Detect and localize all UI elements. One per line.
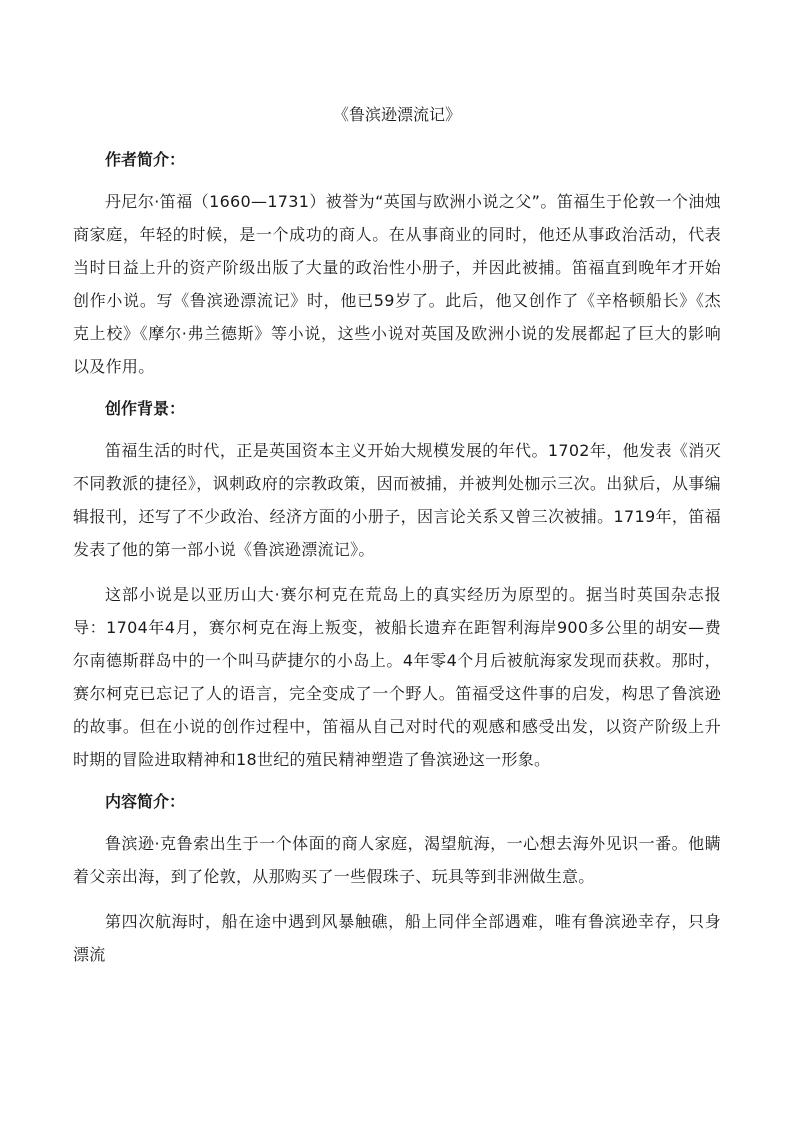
section-author bbox=[73, 146, 721, 383]
section-heading: 创作背景： bbox=[105, 399, 186, 418]
document-body bbox=[73, 146, 721, 983]
section-heading: 作者简介： bbox=[105, 150, 186, 169]
paragraph: 第四次航海时，船在途中遇到风暴触礁，船上同伴全部遇难，唯有鲁滨逊幸存，只身漂流 bbox=[73, 912, 721, 964]
paragraph: 鲁滨逊·克鲁索出生于一个体面的商人家庭，渴望航海，一心想去海外见识一番。他瞒着父亲出海，到了伦敦，从那购买了一些假珠子、玩具等到非洲做生意。 bbox=[73, 834, 721, 886]
section-summary bbox=[73, 788, 721, 971]
section-heading: 内容简介： bbox=[105, 792, 186, 811]
paragraph: 这部小说是以亚历山大·赛尔柯克在荒岛上的真实经历为原型的。据当时英国杂志报导：1704年4月，赛尔柯克在海上叛变，被船长遗弃在距智利海岸900多公里的胡安—费尔南德斯群岛中的一个叫马萨捷尔的小岛上。4年零4个月后被航海家发现而获救。那时，赛尔柯克已忘记了人的语言，完全变成了一个野人。笛福受这件事的启发，构思了鲁滨逊的故事。但在小说的创作过程中，笛福从自己对时代的观感和感受出发，以资产阶级上升时期的冒险进取精神和18世纪的殖民精神塑造了鲁滨逊这一形象。 bbox=[73, 585, 721, 769]
section-background bbox=[73, 395, 721, 776]
document-title: 《鲁滨逊漂流记》 bbox=[332, 105, 461, 124]
paragraph: 笛福生活的时代，正是英国资本主义开始大规模发展的年代。1702年，他发表《消灭不同教派的捷径》，讽刺政府的宗教政策，因而被捕，并被判处枷示三次。出狱后，从事编辑报刊，还写了不少政治、经济方面的小册子，因言论关系又曾三次被捕。1719年，笛福发表了他的第一部小说《鲁滨逊漂流记》。 bbox=[73, 441, 721, 559]
paragraph: 丹尼尔·笛福（1660—1731）被誉为“英国与欧洲小说之父”。笛福生于伦敦一个油烛商家庭，年轻的时候，是一个成功的商人。在从事商业的同时，他还从事政治活动，代表当时日益上升的资产阶级出版了大量的政治性小册子，并因此被捕。笛福直到晚年才开始创作小说。写《鲁滨逊漂流记》时，他已59岁了。此后，他又创作了《辛格顿船长》《杰克上校》《摩尔·弗兰德斯》等小说，这些小说对英国及欧洲小说的发展都起了巨大的影响以及作用。 bbox=[73, 192, 721, 376]
